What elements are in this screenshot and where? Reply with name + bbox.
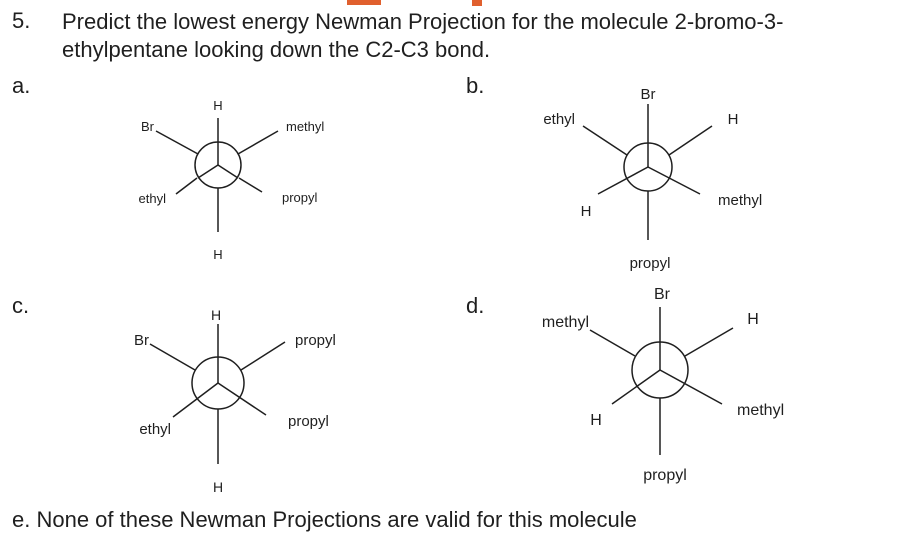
question-number: 5.: [12, 8, 31, 33]
substituent-label: methyl: [541, 314, 589, 331]
substituent-label: Br: [141, 119, 154, 134]
front-bond: [198, 165, 218, 178]
substituent-label: H: [213, 247, 223, 262]
option-b-letter: b.: [466, 73, 485, 98]
substituent-label: ethyl: [543, 111, 575, 128]
newman-projection-b: [543, 86, 762, 272]
newman-projection-a: [139, 98, 325, 262]
substituent-label: propyl: [643, 467, 687, 484]
substituent-label: methyl: [718, 192, 763, 209]
front-bond: [239, 178, 262, 192]
substituent-label: propyl: [282, 190, 318, 205]
back-bond: [241, 342, 285, 370]
substituent-label: propyl: [288, 413, 329, 430]
option-d-letter: d.: [466, 293, 485, 318]
substituent-label: propyl: [629, 255, 671, 272]
substituent-label: methyl: [286, 119, 325, 134]
substituent-label: ethyl: [138, 191, 166, 206]
back-bond: [669, 126, 712, 155]
front-bond: [176, 178, 197, 194]
substituent-label: H: [210, 307, 222, 323]
option-a-letter: a.: [12, 73, 31, 98]
back-bond: [150, 344, 195, 370]
front-bond: [218, 165, 238, 178]
substituent-label: Br: [654, 286, 670, 303]
newman-projection-c: [134, 307, 336, 495]
back-bond: [156, 131, 198, 154]
substituent-label: Br: [640, 86, 656, 103]
option-c-letter: c.: [12, 293, 30, 318]
option-e-text: e. None of these Newman Projections are valid for this molecule: [12, 507, 637, 532]
front-bond: [612, 370, 660, 404]
substituent-label: H: [590, 412, 602, 429]
newman-projection-d: [542, 286, 784, 484]
substituent-label: H: [727, 111, 739, 128]
front-bond: [660, 370, 722, 404]
substituent-label: Br: [134, 332, 149, 349]
back-bond: [238, 131, 278, 154]
substituent-label: H: [580, 203, 592, 220]
back-bond: [685, 328, 733, 356]
front-bond: [173, 383, 218, 417]
substituent-label: H: [212, 479, 224, 495]
substituent-label: H: [747, 311, 759, 328]
front-bond: [218, 383, 266, 415]
substituent-label: ethyl: [139, 421, 171, 438]
substituent-label: H: [213, 98, 223, 113]
substituent-label: propyl: [295, 332, 336, 349]
back-bond: [590, 330, 635, 356]
question-text: Predict the lowest energy Newman Projection for the molecule 2-bromo-3-ethylpentane looking down the C2-C3 bond.: [62, 9, 784, 62]
substituent-label: methyl: [737, 402, 785, 419]
back-bond: [583, 126, 627, 155]
